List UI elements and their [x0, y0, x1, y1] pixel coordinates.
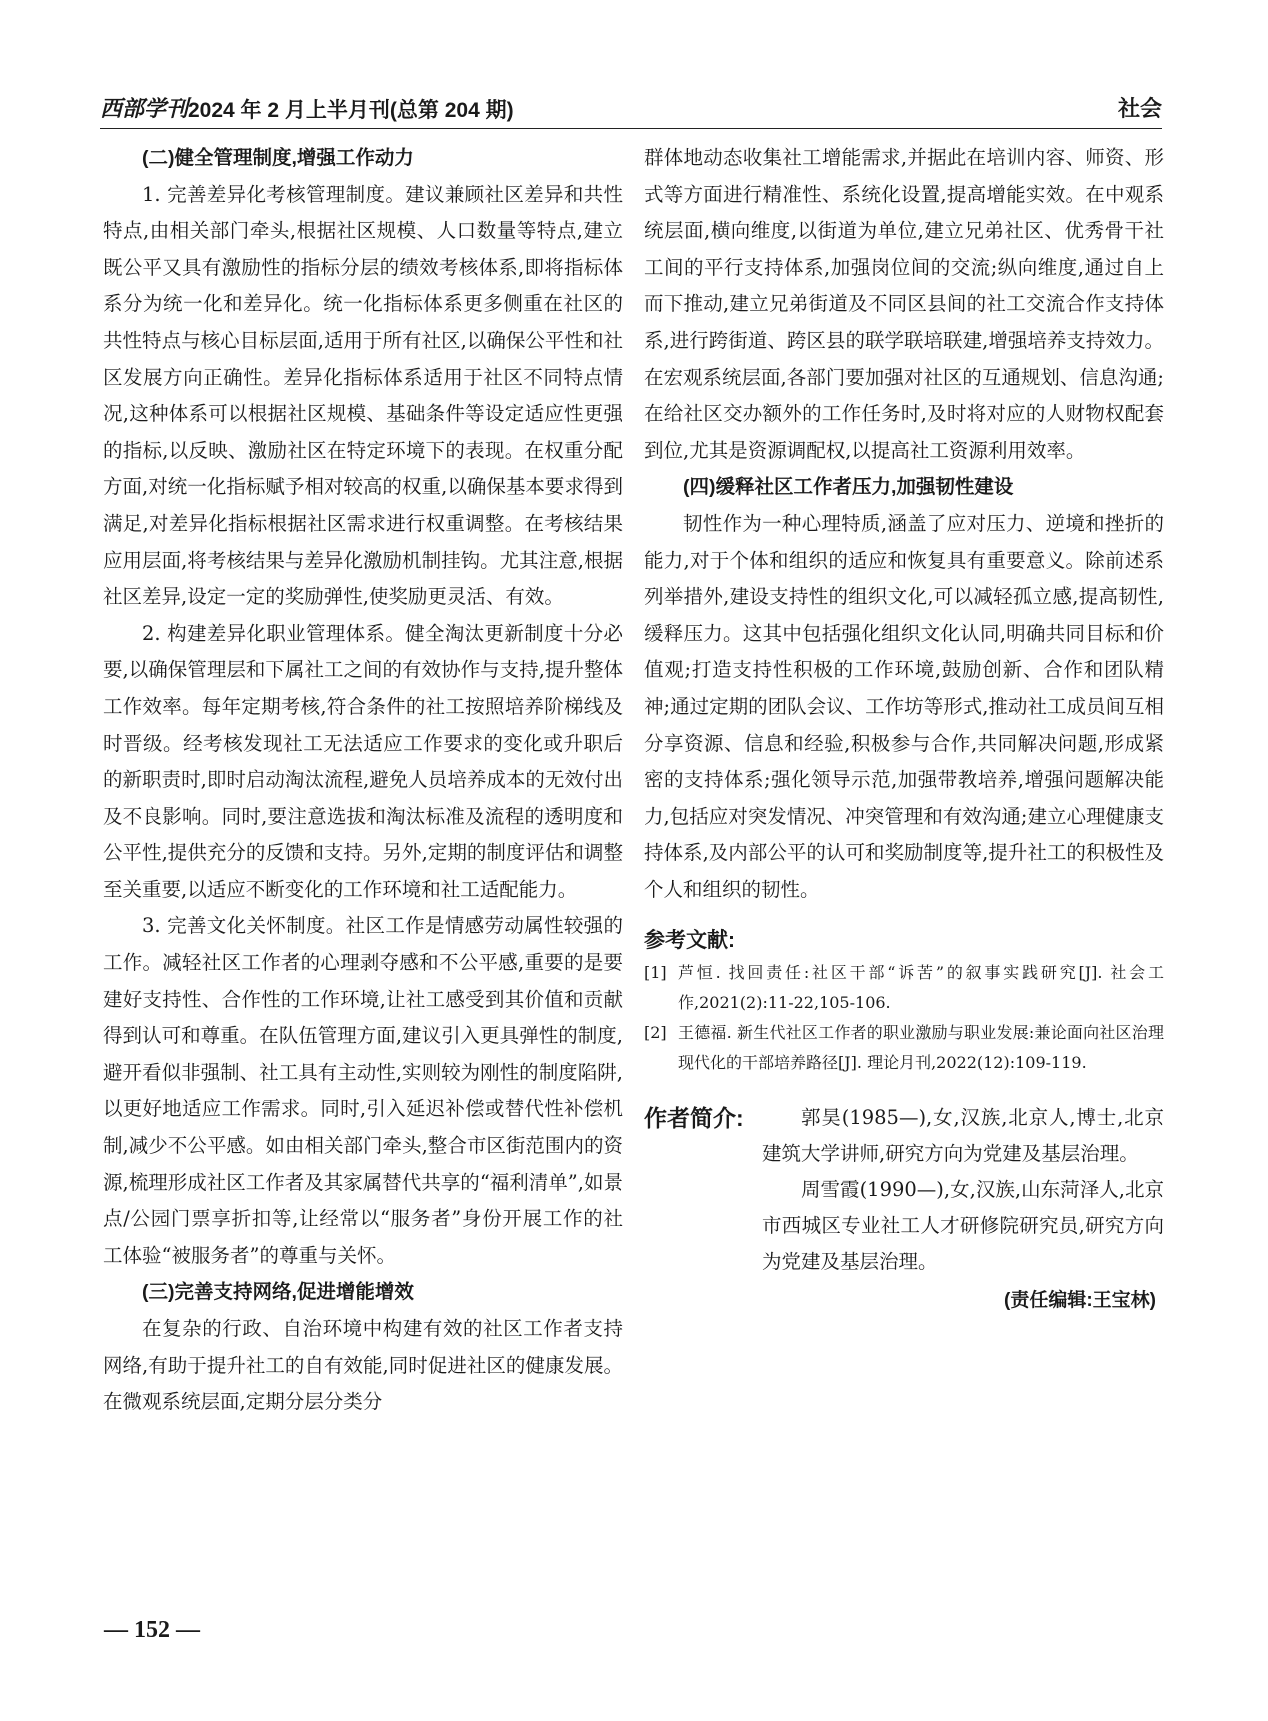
responsible-editor: (责任编辑:王宝林)	[1004, 1290, 1156, 1312]
section-heading-4: (四)缓释社区工作者压力,加强韧性建设	[683, 476, 1014, 499]
reference-number: [1]	[644, 963, 667, 983]
issue-info: 2024 年 2 月上半月刊(总第 204 期)	[188, 99, 514, 122]
reference-item	[644, 958, 1164, 1018]
section-label: 社会	[1117, 96, 1162, 121]
author-entry: 郭昊(1985—),女,汉族,北京人,博士,北京建筑大学讲师,研究方向为党建及基层治理。	[762, 1106, 1164, 1166]
paragraph: 韧性作为一种心理特质,涵盖了应对压力、逆境和挫折的能力,对于个体和组织的适应和恢复具有重要意义。除前述系列举措外,建设支持性的组织文化,可以减轻孤立感,提高韧性,缓释压力。这其中包括强化组织文化认同,明确共同目标和价值观;打造支持性积极的工作环境,鼓励创新、合作和团队精神;通过定期的团队会议、工作坊等形式,推动社工成员间互相分享资源、信息和经验,积极参与合作,共同解决问题,形成紧密的支持体系;强化领导示范,加强带教培养,增强问题解决能力,包括应对突发情况、冲突管理和有效沟通;建立心理健康支持体系,及内部公平的认可和奖励制度等,提升社工的积极性及个人和组织的韧性。	[644, 511, 1164, 901]
journal-name: 西部学刊	[100, 96, 189, 121]
references-title: 参考文献:	[644, 929, 735, 953]
paragraph: 1. 完善差异化考核管理制度。建议兼顾社区差异和共性特点,由相关部门牵头,根据社区规模、人口数量等特点,建立既公平又具有激励性的指标分层的绩效考核体系,即将指标体系分为统一化和差异化。统一化指标体系更多侧重在社区的共性特点与核心目标层面,适用于所有社区,以确保公平性和社区发展方向正确性。差异化指标体系适用于社区不同特点情况,这种体系可以根据社区规模、基础条件等设定适应性更强的指标,以反映、激励社区在特定环境下的表现。在权重分配方面,对统一化指标赋予相对较高的权重,以确保基本要求得到满足,对差异化指标根据社区需求进行权重调整。在考核结果应用层面,将考核结果与差异化激励机制挂钩。尤其注意,根据社区差异,设定一定的奖励弹性,使奖励更灵活、有效。	[103, 182, 623, 609]
paragraph: 群体地动态收集社工增能需求,并据此在培训内容、师资、形式等方面进行精准性、系统化设置,提高增能实效。在中观系统层面,横向维度,以街道为单位,建立兄弟社区、优秀骨干社工间的平行支持体系,加强岗位间的交流;纵向维度,通过自上而下推动,建立兄弟街道及不同区县间的社工交流合作支持体系,进行跨街道、跨区县的联学联培联建,增强培养支持效力。在宏观系统层面,各部门要加强对社区的互通规划、信息沟通;在给社区交办额外的工作任务时,及时将对应的人财物权配套到位,尤其是资源调配权,以提高社工资源利用效率。	[644, 146, 1164, 462]
reference-number: [2]	[644, 1023, 667, 1043]
page-number: — 152 —	[104, 1617, 200, 1643]
author-bio-label: 作者简介:	[644, 1105, 744, 1132]
section-heading-2: (二)健全管理制度,增强工作动力	[142, 147, 414, 169]
reference-text: 芦恒. 找回责任:社区干部“诉苦”的叙事实践研究[J]. 社会工作,2021(2):11-22,105-106.	[678, 963, 1164, 1013]
left-column	[103, 140, 623, 1421]
section-heading-3: (三)完善支持网络,促进增能增效	[142, 1281, 414, 1304]
paragraph: 在复杂的行政、自治环境中构建有效的社区工作者支持网络,有助于提升社工的自有效能,同时促进社区的健康发展。在微观系统层面,定期分层分类分	[103, 1317, 623, 1414]
reference-text: 王德福. 新生代社区工作者的职业激励与职业发展:兼论面向社区治理现代化的干部培养路径[J]. 理论月刊,2022(12):109-119.	[678, 1023, 1164, 1073]
paragraph: 3. 完善文化关怀制度。社区工作是情感劳动属性较强的工作。减轻社区工作者的心理剥夺感和不公平感,重要的是要建好支持性、合作性的工作环境,让社工感受到其价值和贡献得到认可和尊重。在队伍管理方面,建议引入更具弹性的制度,避开看似非强制、社工具有主动性,实则较为刚性的制度陷阱,以更好地适应工作需求。同时,引入延迟补偿或替代性补偿机制,减少不公平感。如由相关部门牵头,整合市区街范围内的资源,梳理形成社区工作者及其家属替代共享的“福利清单”,如景点/公园门票享折扣等,让经常以“服务者”身份开展工作的社工体验“被服务者”的尊重与关怀。	[103, 914, 623, 1267]
author-entry: 周雪霞(1990—),女,汉族,山东菏泽人,北京市西城区专业社工人才研修院研究员,研究方向为党建及基层治理。	[762, 1178, 1164, 1274]
page-header	[100, 88, 1162, 129]
author-bio	[644, 1100, 1164, 1280]
right-column	[644, 140, 1164, 1318]
reference-item	[644, 1018, 1164, 1078]
paragraph: 2. 构建差异化职业管理体系。健全淘汰更新制度十分必要,以确保管理层和下属社工之间的有效协作与支持,提升整体工作效率。每年定期考核,符合条件的社工按照培养阶梯线及时晋级。经考核发现社工无法适应工作要求的变化或升职后的新职责时,即时启动淘汰流程,避免人员培养成本的无效付出及不良影响。同时,要注意选拔和淘汰标准及流程的透明度和公平性,提供充分的反馈和支持。另外,定期的制度评估和调整至关重要,以适应不断变化的工作环境和社工适配能力。	[103, 621, 623, 901]
